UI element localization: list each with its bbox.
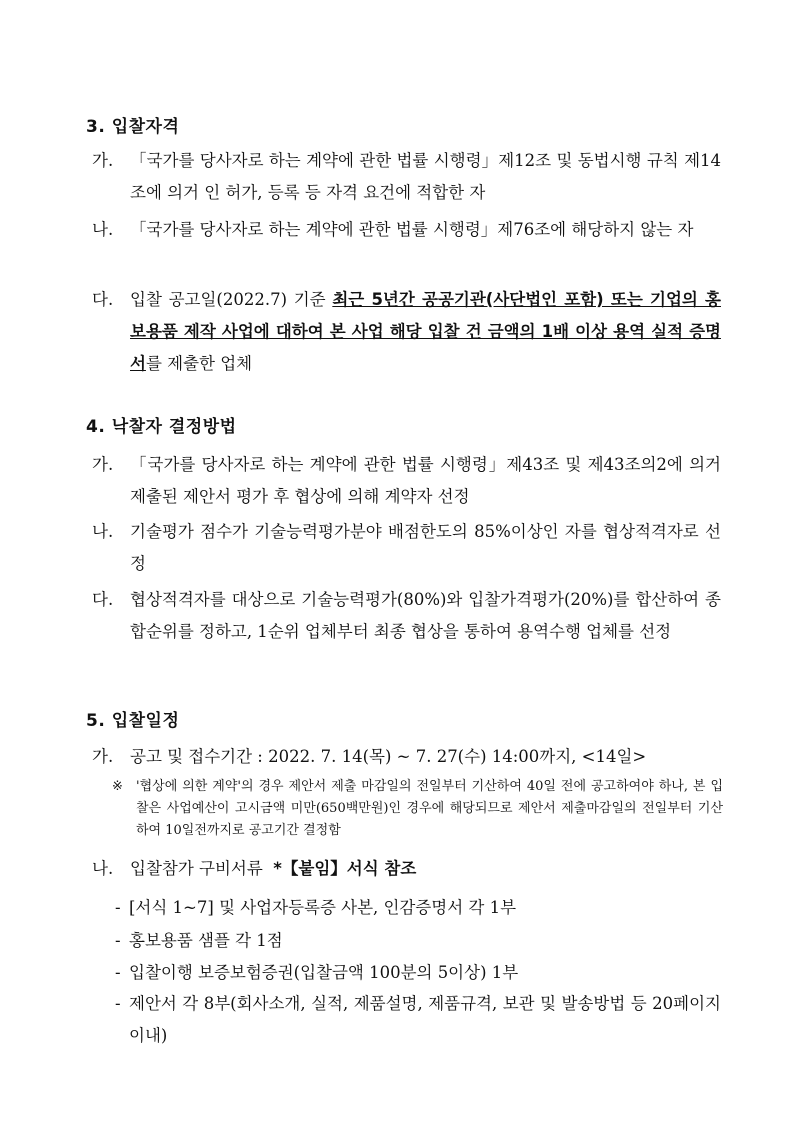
item-text (130, 853, 721, 885)
item-marker: 나. (92, 859, 114, 878)
item-marker: 가. (92, 747, 114, 766)
list-item (92, 516, 721, 580)
item-text: 공고 및 접수기간 : 2022. 7. 14(목) ~ 7. 27(수) 14:00까지, <14일> (130, 747, 647, 766)
document-list-item (115, 988, 721, 1052)
item-marker: 나. (92, 220, 114, 239)
dash-marker: - (115, 963, 121, 982)
section-title-winner-selection: 4. 낙찰자 결정방법 (86, 417, 237, 437)
dash-marker: - (115, 898, 121, 917)
item-marker: 가. (92, 151, 114, 170)
dash-marker: - (115, 931, 121, 950)
item-text-post: 를 제출한 업체 (145, 354, 253, 373)
note-block (112, 776, 723, 842)
item-text: 기술평가 점수가 기술능력평가분야 배점한도의 85%이상인 자를 협상적격자로 선정 (130, 522, 721, 573)
list-item (92, 145, 721, 209)
note-marker: ※ (112, 779, 123, 794)
list-item (92, 584, 721, 648)
dash-text: [서식 1~7] 및 사업자등록증 사본, 인감증명서 각 1부 (129, 898, 517, 917)
document-list-item (115, 957, 721, 989)
document-list-item (115, 925, 721, 957)
list-item (92, 741, 721, 773)
item-marker: 다. (92, 590, 114, 609)
list-item (92, 853, 721, 885)
dash-text: 제안서 각 8부(회사소개, 실적, 제품설명, 제품규격, 보관 및 발송방법 등 20페이지 이내) (129, 994, 721, 1045)
item-text (130, 284, 721, 380)
item-text-pre: 입찰 공고일(2022.7) 기준 (130, 290, 333, 309)
item-text: 협상적격자를 대상으로 기술능력평가(80%)와 입찰가격평가(20%)를 합산하여 종합순위를 정하고, 1순위 업체부터 최종 협상을 통하여 용역수행 업체를 선정 (130, 590, 721, 641)
dash-text: 입찰이행 보증보험증권(입찰금액 100분의 5이상) 1부 (129, 963, 519, 982)
item-text: 「국가를 당사자로 하는 계약에 관한 법률 시행령」제76조에 해당하지 않는 자 (130, 220, 694, 239)
item-text: 「국가를 당사자로 하는 계약에 관한 법률 시행령」제43조 및 제43조의2에 의거 제출된 제안서 평가 후 협상에 의해 계약자 선정 (130, 455, 721, 506)
item-text: 「국가를 당사자로 하는 계약에 관한 법률 시행령」제12조 및 동법시행 규칙 제14조에 의거 인 허가, 등록 등 자격 요건에 적합한 자 (130, 151, 721, 202)
dash-marker: - (115, 994, 121, 1013)
list-item (92, 214, 721, 246)
list-item (92, 449, 721, 513)
dash-text: 홍보용품 샘플 각 1점 (129, 931, 283, 950)
emphasized-requirement: 최근 5년간 공공기관(사단법인 포함) 또는 기업의 홍보용품 제작 사업에 대하여 본 사업 해당 입찰 건 금액의 1배 이상 용역 실적 증명서 (130, 290, 721, 373)
document-list-item (115, 892, 721, 924)
note-text: '협상에 의한 계약'의 경우 제안서 제출 마감일의 전일부터 기산하여 40일 전에 공고하여야 하나, 본 입찰은 사업예산이 고시금액 미만(650백만원)인 경우에 해당되므로 제안서 제출마감일의 전일부터 기산하여 10일전까지로 공고기간 결정함 (136, 779, 723, 838)
section-title-bid-qualification: 3. 입찰자격 (86, 117, 180, 137)
item-text-main: 입찰참가 구비서류 (130, 859, 263, 878)
list-item (92, 284, 721, 380)
section-title-bid-schedule: 5. 입찰일정 (86, 711, 180, 731)
item-marker: 다. (92, 290, 114, 309)
item-marker: 나. (92, 522, 114, 541)
attachment-reference: *【붙임】서식 참조 (273, 859, 417, 878)
item-marker: 가. (92, 455, 114, 474)
